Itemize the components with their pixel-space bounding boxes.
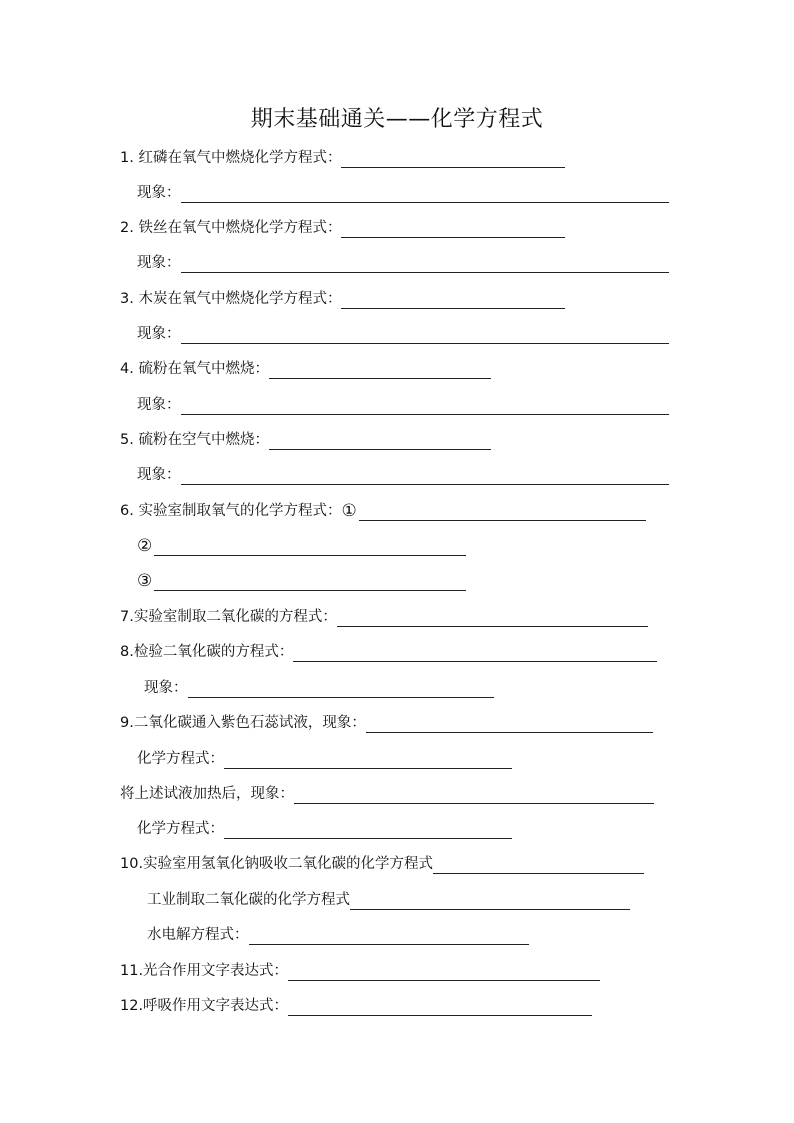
question-1-phenomenon: [137, 179, 669, 203]
question-5-label: 5. 硫粉在空气中燃烧：: [120, 432, 269, 448]
question-12-answer-blank[interactable]: [288, 997, 592, 1016]
question-3-phenomenon-label: 现象：: [137, 326, 181, 342]
question-3-label: 3. 木炭在氧气中燃烧化学方程式：: [120, 291, 342, 307]
question-2-answer-blank[interactable]: [341, 219, 565, 238]
question-1-answer-blank[interactable]: [341, 149, 565, 168]
circled-three-marker: ③: [137, 571, 153, 591]
question-1: [120, 144, 565, 168]
circled-two-marker: ②: [137, 536, 153, 556]
question-10-water-label: 水电解方程式：: [147, 927, 249, 943]
question-6-label: 6. 实验室制取氧气的化学方程式：: [120, 503, 342, 519]
question-2-phenomenon: [137, 249, 669, 273]
question-8-label: 8.检验二氧化碳的方程式：: [120, 644, 294, 660]
question-2-label: 2. 铁丝在氧气中燃烧化学方程式：: [120, 220, 342, 236]
question-11-label: 11.光合作用文字表达式：: [120, 963, 289, 979]
question-1-label: 1. 红磷在氧气中燃烧化学方程式：: [120, 150, 342, 166]
question-8: [120, 638, 657, 662]
question-12-label: 12.呼吸作用文字表达式：: [120, 998, 289, 1014]
question-4-answer-blank[interactable]: [269, 360, 491, 379]
circled-one-marker: ①: [341, 501, 357, 521]
question-9-equation-2: [137, 815, 512, 839]
question-8-phenomenon-blank[interactable]: [188, 679, 494, 698]
question-8-answer-blank[interactable]: [293, 643, 657, 662]
question-10-industry: [147, 886, 630, 910]
question-9-heating: [120, 780, 654, 804]
question-3-answer-blank[interactable]: [341, 290, 565, 309]
question-10-answer-blank[interactable]: [433, 855, 644, 874]
question-6-blank-2[interactable]: [154, 537, 466, 556]
question-9-equation-label: 化学方程式：: [137, 751, 224, 767]
question-3-phenomenon-blank[interactable]: [181, 325, 669, 344]
question-9-equation-blank[interactable]: [224, 750, 512, 769]
question-4-label: 4. 硫粉在氧气中燃烧：: [120, 361, 269, 377]
question-9-heating-blank[interactable]: [294, 785, 654, 804]
question-10-industry-blank[interactable]: [350, 891, 630, 910]
question-9-equation: [137, 745, 512, 769]
question-5-phenomenon-label: 现象：: [137, 467, 181, 483]
question-10-label: 10.实验室用氢氧化钠吸收二氧化碳的化学方程式: [120, 856, 434, 872]
question-10: [120, 850, 644, 874]
question-8-phenomenon-label: 现象：: [144, 680, 188, 696]
question-11-answer-blank[interactable]: [288, 962, 600, 981]
question-7: [120, 603, 648, 627]
question-5-phenomenon-blank[interactable]: [181, 466, 669, 485]
question-4-phenomenon-blank[interactable]: [181, 396, 669, 415]
question-4: [120, 355, 491, 379]
question-6-blank-1[interactable]: [359, 502, 646, 521]
question-9-equation-2-blank[interactable]: [224, 820, 512, 839]
question-9-phenomenon-blank[interactable]: [366, 714, 653, 733]
question-9: [120, 709, 653, 733]
question-4-phenomenon-label: 现象：: [137, 397, 181, 413]
question-10-water-blank[interactable]: [249, 926, 529, 945]
question-1-phenomenon-blank[interactable]: [181, 184, 669, 203]
question-6-part-3: [137, 567, 466, 591]
question-6-blank-3[interactable]: [154, 572, 466, 591]
question-4-phenomenon: [137, 391, 669, 415]
question-11: [120, 957, 600, 981]
page-title: 期末基础通关——化学方程式: [250, 107, 544, 132]
question-3: [120, 285, 565, 309]
question-8-phenomenon: [144, 674, 494, 698]
question-10-water: [147, 921, 529, 945]
question-6: [120, 497, 646, 521]
question-12: [120, 992, 592, 1016]
question-9-heating-label: 将上述试液加热后，现象：: [120, 786, 294, 802]
question-1-phenomenon-label: 现象：: [137, 185, 181, 201]
question-5: [120, 426, 491, 450]
question-5-phenomenon: [137, 461, 669, 485]
question-5-answer-blank[interactable]: [269, 431, 491, 450]
question-2-phenomenon-label: 现象：: [137, 255, 181, 271]
question-2-phenomenon-blank[interactable]: [181, 254, 669, 273]
question-9-label: 9.二氧化碳通入紫色石蕊试液，现象：: [120, 715, 366, 731]
question-7-label: 7.实验室制取二氧化碳的方程式：: [120, 609, 337, 625]
question-9-equation-2-label: 化学方程式：: [137, 821, 224, 837]
question-7-answer-blank[interactable]: [337, 608, 648, 627]
question-2: [120, 214, 565, 238]
question-10-industry-label: 工业制取二氧化碳的化学方程式: [147, 892, 350, 908]
question-3-phenomenon: [137, 320, 669, 344]
question-6-part-2: [137, 532, 466, 556]
